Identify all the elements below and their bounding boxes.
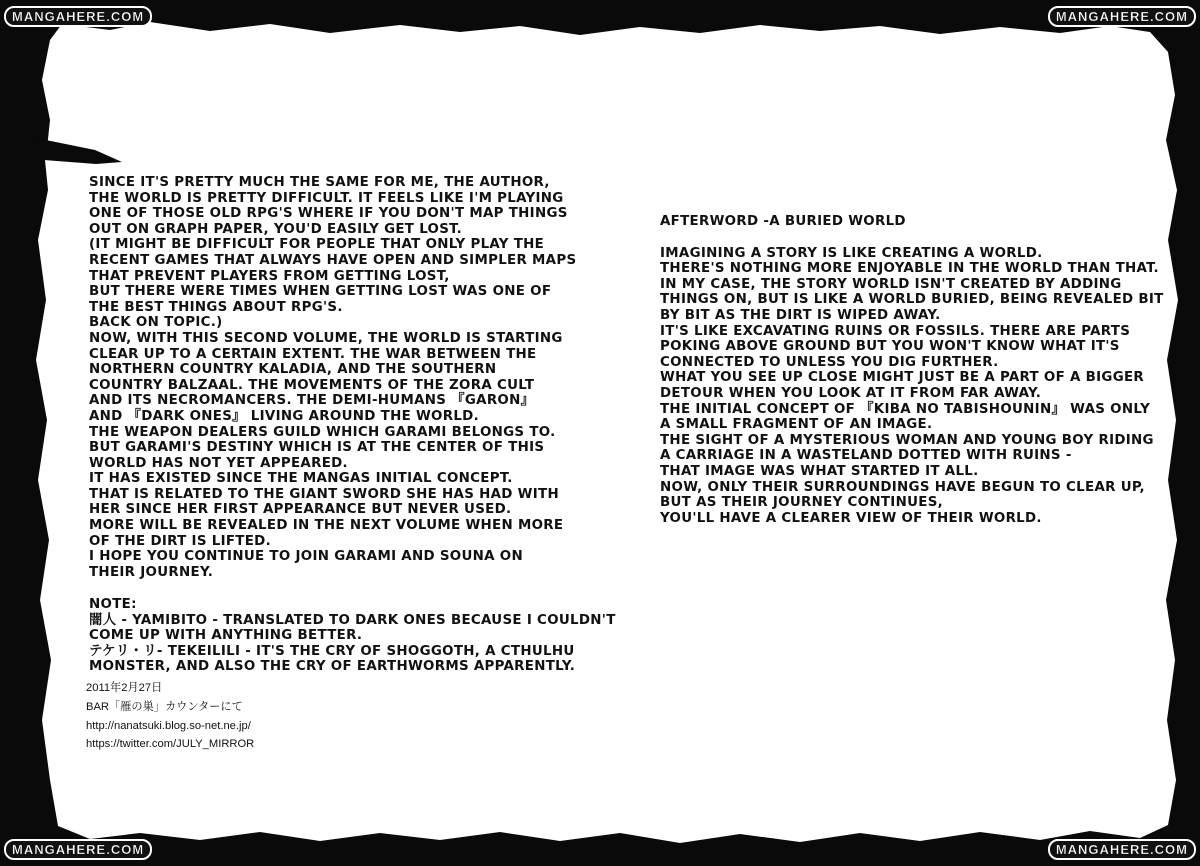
afterword-title: AFTERWORD -A BURIED WORLD	[660, 214, 906, 229]
text-line: THAT IS RELATED TO THE GIANT SWORD SHE HAS HAD WITH	[89, 486, 559, 502]
text-line: CONNECTED TO UNLESS YOU DIG FURTHER.	[660, 354, 999, 370]
text-line: A CARRIAGE IN A WASTELAND DOTTED WITH RUINS -	[660, 448, 1072, 464]
text-line: MONSTER, AND ALSO THE CRY OF EARTHWORMS APPARENTLY.	[89, 659, 576, 675]
author-signature	[86, 679, 254, 754]
text-line: 闇人 - YAMIBITO - TRANSLATED TO DARK ONES BECAUSE I COULDN'T	[89, 612, 616, 628]
text-line: CLEAR UP TO A CERTAIN EXTENT. THE WAR BETWEEN THE	[89, 346, 537, 362]
text-line: THEIR JOURNEY.	[89, 564, 214, 580]
text-line: ONE OF THOSE OLD RPG'S WHERE IF YOU DON'T MAP THINGS	[89, 206, 568, 222]
text-line: NOW, ONLY THEIR SURROUNDINGS HAVE BEGUN TO CLEAR UP,	[660, 479, 1145, 495]
watermark-top-right: MANGAHERE.COM	[1048, 6, 1196, 27]
author-notes-column	[89, 175, 576, 580]
text-line: THAT IMAGE WAS WHAT STARTED IT ALL.	[660, 463, 979, 479]
text-line: A SMALL FRAGMENT OF AN IMAGE.	[660, 417, 933, 433]
text-line: OUT ON GRAPH PAPER, YOU'D EASILY GET LOST.	[89, 221, 462, 237]
text-line: NOW, WITH THIS SECOND VOLUME, THE WORLD IS STARTING	[89, 330, 563, 346]
text-line: IMAGINING A STORY IS LIKE CREATING A WORLD.	[660, 245, 1043, 261]
text-line: BY BIT AS THE DIRT IS WIPED AWAY.	[660, 307, 941, 323]
text-line: OF THE DIRT IS LIFTED.	[89, 533, 271, 549]
text-line: BUT THERE WERE TIMES WHEN GETTING LOST WAS ONE OF	[89, 284, 552, 300]
translator-note	[89, 597, 616, 675]
text-line: THERE'S NOTHING MORE ENJOYABLE IN THE WORLD THAN THAT.	[660, 261, 1159, 277]
watermark-top-left: MANGAHERE.COM	[4, 6, 152, 27]
text-line: BACK ON TOPIC.)	[89, 315, 223, 331]
text-line: THINGS ON, BUT IS LIKE A WORLD BURIED, BEING REVEALED BIT	[660, 292, 1164, 308]
afterword-column	[660, 214, 1164, 526]
text-line: NORTHERN COUNTRY KALADIA, AND THE SOUTHERN	[89, 362, 497, 378]
text-line: COUNTRY BALZAAL. THE MOVEMENTS OF THE ZORA CULT	[89, 377, 535, 393]
twitter-link[interactable]: https://twitter.com/JULY_MIRROR	[86, 738, 255, 751]
text-line: THAT PREVENT PLAYERS FROM GETTING LOST,	[89, 268, 450, 284]
text-line: IT HAS EXISTED SINCE THE MANGAS INITIAL CONCEPT.	[89, 471, 513, 487]
text-line: IN MY CASE, THE STORY WORLD ISN'T CREATED BY ADDING	[660, 276, 1122, 292]
text-line: THE WORLD IS PRETTY DIFFICULT. IT FEELS LIKE I'M PLAYING	[89, 190, 564, 206]
text-line: THE SIGHT OF A MYSTERIOUS WOMAN AND YOUNG BOY RIDING	[660, 432, 1154, 448]
text-line: COME UP WITH ANYTHING BETTER.	[89, 628, 363, 644]
text-line: テケリ・リ- TEKEILILI - IT'S THE CRY OF SHOGGOTH, A CTHULHU	[89, 643, 575, 659]
text-line: YOU'LL HAVE A CLEARER VIEW OF THEIR WORLD.	[660, 510, 1042, 526]
text-line: SINCE IT'S PRETTY MUCH THE SAME FOR ME, THE AUTHOR,	[89, 175, 550, 190]
text-line: BUT GARAMI'S DESTINY WHICH IS AT THE CENTER OF THIS	[89, 440, 545, 456]
blog-link[interactable]: http://nanatsuki.blog.so-net.ne.jp/	[86, 719, 251, 732]
text-line: HER SINCE HER FIRST APPEARANCE BUT NEVER USED.	[89, 502, 512, 518]
text-line: THE BEST THINGS ABOUT RPG'S.	[89, 299, 343, 315]
text-line: THE INITIAL CONCEPT OF 『KIBA NO TABISHOUNIN』 WAS ONLY	[660, 401, 1151, 417]
text-line: (IT MIGHT BE DIFFICULT FOR PEOPLE THAT ONLY PLAY THE	[89, 237, 545, 253]
text-line: WHAT YOU SEE UP CLOSE MIGHT JUST BE A PART OF A BIGGER	[660, 370, 1145, 386]
watermark-bottom-left: MANGAHERE.COM	[4, 839, 152, 860]
text-line: AND ITS NECROMANCERS. THE DEMI-HUMANS 『GARON』	[89, 393, 535, 409]
text-line: POKING ABOVE GROUND BUT YOU WON'T KNOW WHAT IT'S	[660, 339, 1120, 355]
signature-date: 2011年2月27日	[86, 682, 163, 694]
text-line: DETOUR WHEN YOU LOOK AT IT FROM FAR AWAY.	[660, 385, 1042, 401]
note-heading: NOTE:	[89, 597, 137, 612]
text-line: I HOPE YOU CONTINUE TO JOIN GARAMI AND SOUNA ON	[89, 549, 523, 565]
text-line: WORLD HAS NOT YET APPEARED.	[89, 455, 348, 471]
text-line: AND 『DARK ONES』 LIVING AROUND THE WORLD.	[89, 408, 479, 424]
text-line: THE WEAPON DEALERS GUILD WHICH GARAMI BELONGS TO.	[89, 424, 556, 440]
text-line: RECENT GAMES THAT ALWAYS HAVE OPEN AND SIMPLER MAPS	[89, 252, 577, 268]
text-line: BUT AS THEIR JOURNEY CONTINUES,	[660, 495, 944, 511]
watermark-bottom-right: MANGAHERE.COM	[1048, 839, 1196, 860]
text-line: IT'S LIKE EXCAVATING RUINS OR FOSSILS. THERE ARE PARTS	[660, 323, 1131, 339]
text-line: MORE WILL BE REVEALED IN THE NEXT VOLUME WHEN MORE	[89, 518, 564, 534]
signature-location: BAR「雁の巣」カウンターにて	[86, 700, 243, 713]
